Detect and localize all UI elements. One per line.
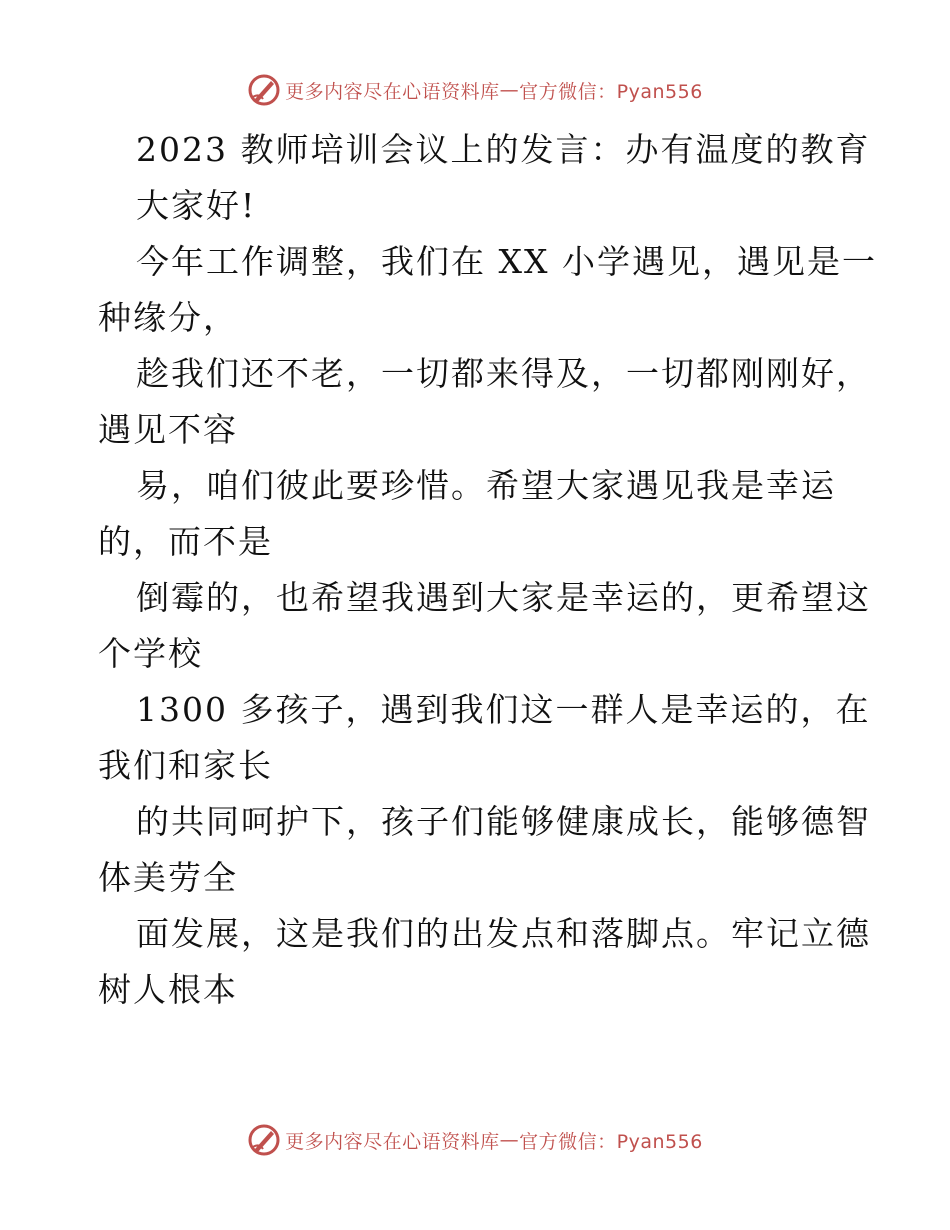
text-line: 种缘分， bbox=[98, 298, 238, 337]
watermark-dash: — bbox=[499, 79, 520, 101]
text-line: 1300 多孩子，遇到我们这一群人是幸运的，在 bbox=[136, 690, 871, 729]
watermark-wechat-text: 官方微信：Pyan556 bbox=[519, 1130, 703, 1153]
text-line: 我们和家长 bbox=[98, 746, 273, 785]
quill-logo-icon bbox=[247, 73, 281, 107]
text-line: 个学校 bbox=[98, 634, 203, 673]
watermark-dash: — bbox=[499, 1129, 520, 1151]
text-line: 的共同呵护下，孩子们能够健康成长，能够德智 bbox=[136, 802, 871, 841]
greeting-line: 大家好! bbox=[136, 186, 257, 225]
document-body bbox=[98, 122, 877, 1018]
document-title: 2023 教师培训会议上的发言：办有温度的教育 bbox=[136, 130, 871, 169]
text-line: 遇见不容 bbox=[98, 410, 238, 449]
text-line: 的，而不是 bbox=[98, 522, 273, 561]
watermark-site-text: 更多内容尽在心语资料库 bbox=[285, 80, 500, 103]
text-line: 趁我们还不老，一切都来得及，一切都刚刚好， bbox=[136, 354, 871, 393]
watermark-site-text: 更多内容尽在心语资料库 bbox=[285, 1130, 500, 1153]
watermark-wechat-text: 官方微信：Pyan556 bbox=[519, 80, 703, 103]
text-line: 今年工作调整，我们在 XX 小学遇见，遇见是一 bbox=[136, 242, 877, 281]
watermark-header bbox=[0, 70, 950, 110]
text-line: 面发展，这是我们的出发点和落脚点。牢记立德 bbox=[136, 914, 871, 953]
text-line: 体美劳全 bbox=[98, 858, 238, 897]
quill-logo-icon bbox=[247, 1123, 281, 1157]
text-line: 易，咱们彼此要珍惜。希望大家遇见我是幸运 bbox=[136, 466, 836, 505]
watermark-footer bbox=[0, 1120, 950, 1160]
text-line: 倒霉的，也希望我遇到大家是幸运的，更希望这 bbox=[136, 578, 871, 617]
text-line: 树人根本 bbox=[98, 970, 238, 1009]
